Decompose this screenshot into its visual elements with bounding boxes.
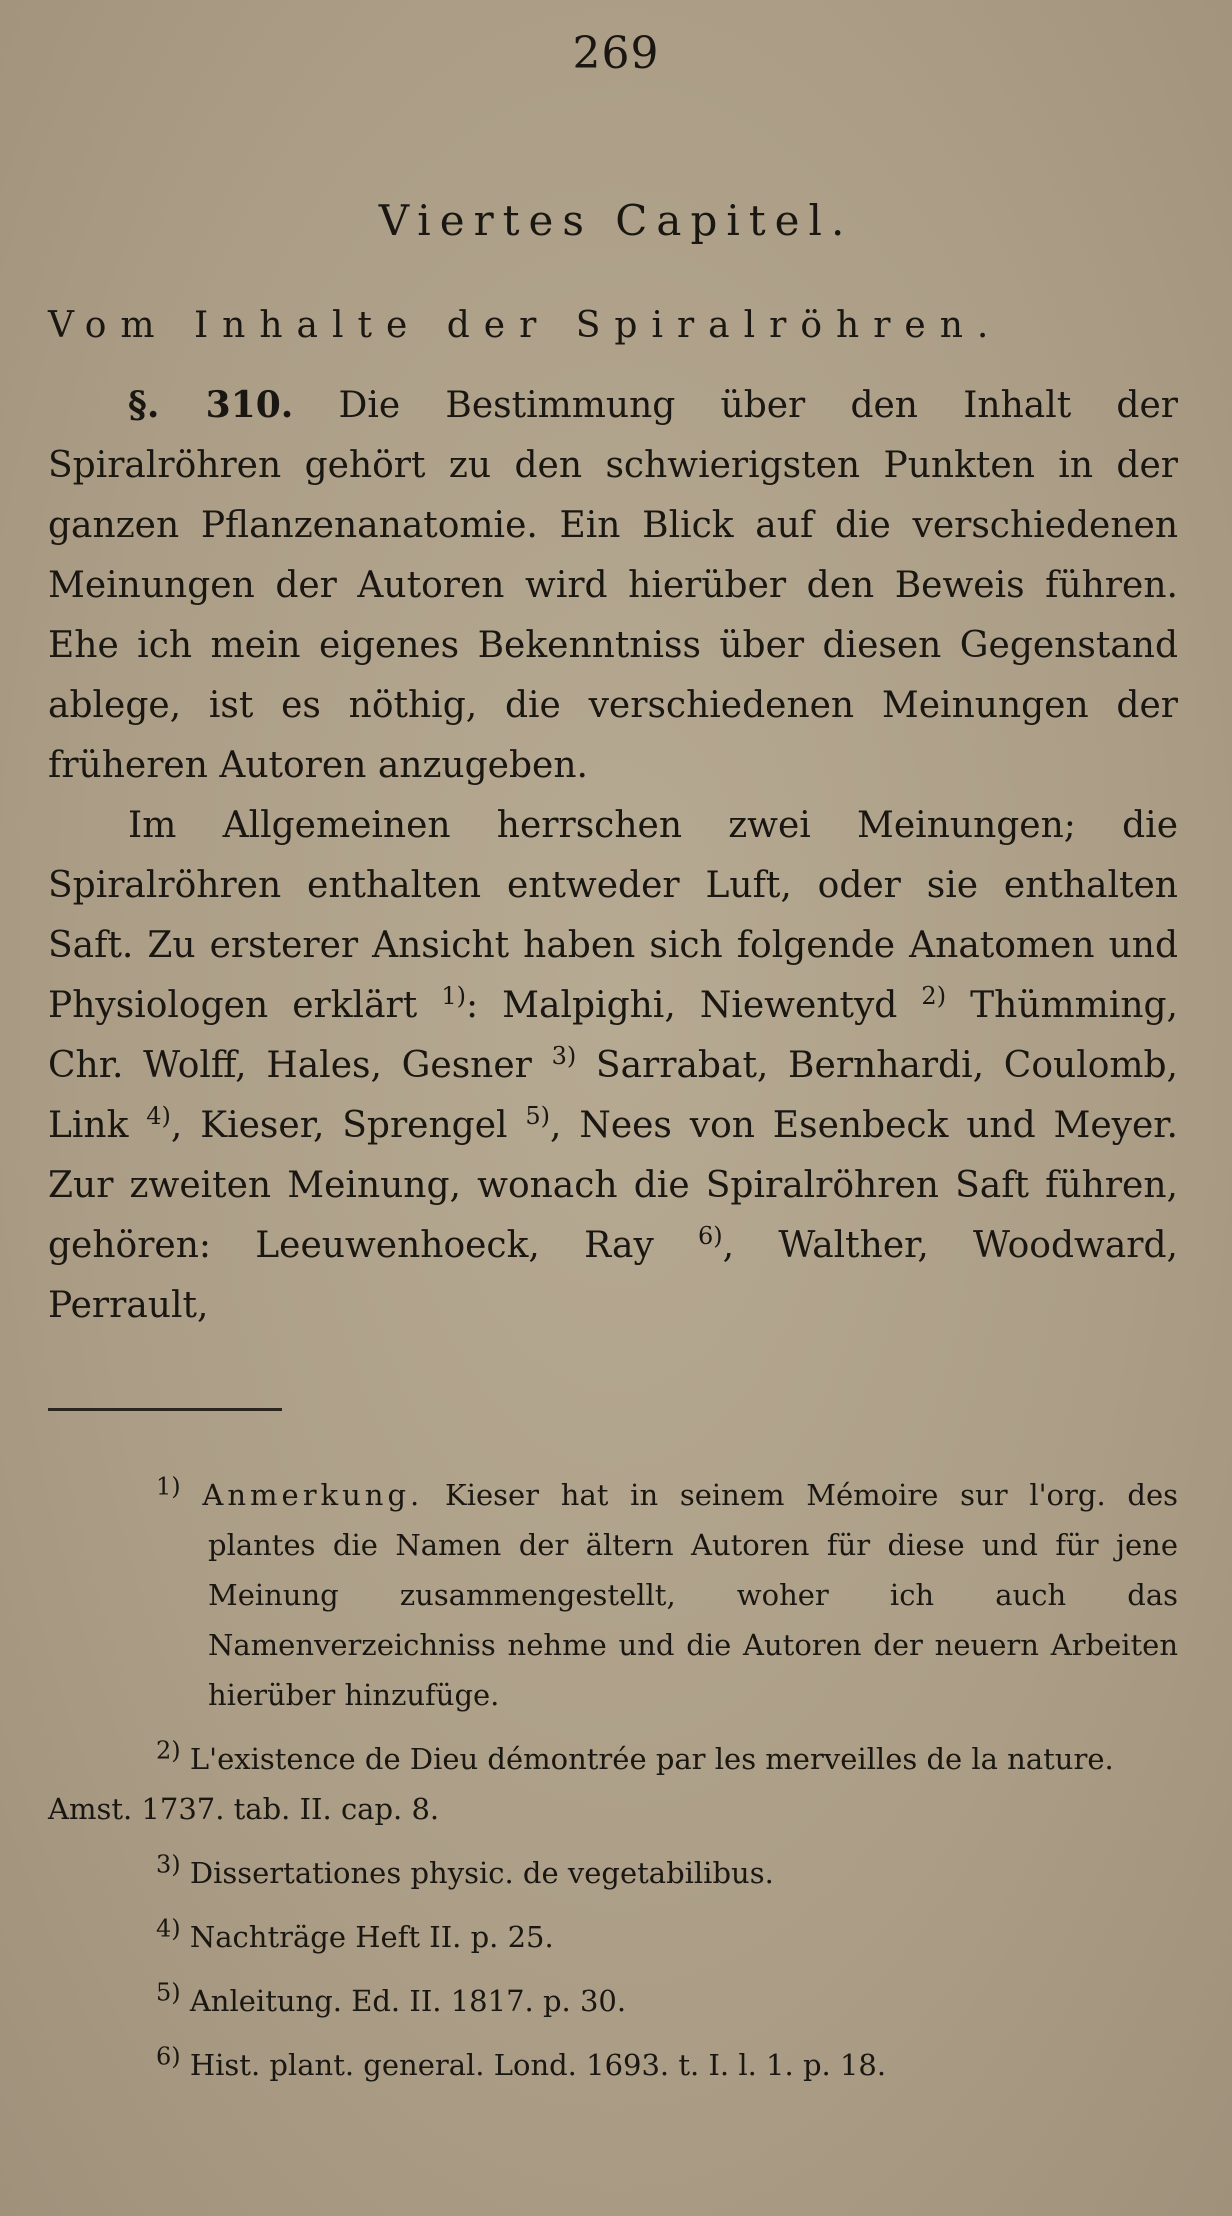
footnote-text: Kieser hat in seinem Mémoire sur l'org. des plantes die Namen der ältern Autoren für diese und für jene Meinung zusammengestellt, woher ich auch das Namenverzeichniss nehme und die Autoren der neuern Arbeiten hierüber hinzufüge. <box>208 1478 1179 1712</box>
footnote-ref-2: 2) <box>921 982 947 1010</box>
footnote-divider <box>48 1408 282 1411</box>
footnote-text: Nachträge Heft II. p. 25. <box>189 1920 554 1954</box>
paragraph-2 <box>48 796 1178 1336</box>
chapter-title: Viertes Capitel. <box>378 196 854 245</box>
page-number: 269 <box>572 28 660 79</box>
paragraph-2-text: , Kieser, Sprengel <box>170 1105 526 1146</box>
paragraph-2-text: Im Allgemeinen herrschen zwei Meinungen; die Spiralröhren enthalten entweder Luft, oder sie enthalten Saft. Zu ersterer Ansicht haben sich folgende Anatomen und Physiologen erklärt <box>48 805 1178 1026</box>
paragraph-1-text: Die Bestimmung über den Inhalt der Spiralröhren gehört zu den schwierigsten Punkten in der ganzen Pflanzenanatomie. Ein Blick auf die verschiedenen Meinungen der Autoren wird hierüber den Beweis führen. Ehe ich mein eigenes Bekenntniss über diesen Gegenstand ablege, ist es nöthig, die verschiedenen Meinungen der früheren Autoren anzugeben. <box>48 385 1178 786</box>
footnote-text: L'existence de Dieu démontrée par les merveilles de la nature. Amst. 1737. tab. II. cap. 8. <box>48 1742 1114 1826</box>
footnote-ref-1: 1) <box>441 982 466 1010</box>
footnote-1 <box>48 1470 1178 1720</box>
footnotes <box>48 1470 1178 2104</box>
section-heading: Vom Inhalte der Spiralröhren. <box>48 305 1003 346</box>
footnote-4 <box>48 1912 1178 1962</box>
footnote-marker: 6) <box>156 2042 181 2071</box>
footnote-marker: 3) <box>156 1850 181 1879</box>
footnote-marker: 2) <box>156 1736 181 1765</box>
footnote-marker: 5) <box>156 1978 181 2007</box>
section-mark: §. 310. <box>128 384 294 426</box>
footnote-text: Hist. plant. general. Lond. 1693. t. I. l. 1. p. 18. <box>189 2048 887 2082</box>
paragraph-1 <box>48 375 1178 796</box>
paragraph-2-text: Sarrabat, Bernhardi, Coulomb, Link <box>48 1045 1178 1146</box>
paragraph-2-text: , Nees von Esenbeck und Meyer. Zur zweiten Meinung, wonach die Spiralröhren Saft führen, gehören: Leeuwenhoeck, Ray <box>48 1105 1179 1266</box>
footnote-2 <box>48 1734 1178 1834</box>
footnote-ref-5: 5) <box>525 1102 551 1130</box>
footnote-ref-6: 6) <box>698 1222 723 1250</box>
paragraph-2-text: , Walther, Woodward, Perrault, <box>48 1225 1178 1326</box>
footnote-ref-3: 3) <box>551 1042 577 1070</box>
paragraph-2-text: Thümming, Chr. Wolff, Hales, Gesner <box>48 985 1179 1086</box>
footnote-ref-4: 4) <box>146 1102 171 1130</box>
footnote-3 <box>48 1848 1178 1898</box>
paragraph-2-text: : Malpighi, Niewentyd <box>465 985 922 1026</box>
footnote-marker: 4) <box>156 1914 181 1943</box>
footnote-label: Anmerkung. <box>202 1478 424 1512</box>
main-text <box>48 375 1178 1336</box>
footnote-5 <box>48 1976 1178 2026</box>
footnote-marker: 1) <box>156 1472 181 1501</box>
footnote-text: Anleitung. Ed. II. 1817. p. 30. <box>189 1984 627 2018</box>
footnote-6 <box>48 2040 1178 2090</box>
footnote-text: Dissertationes physic. de vegetabilibus. <box>189 1856 774 1890</box>
